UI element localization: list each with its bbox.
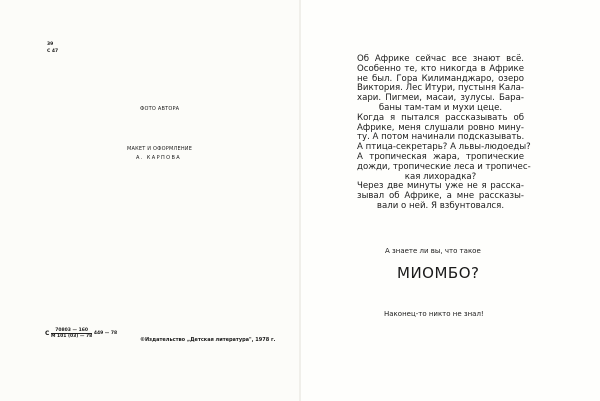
designer-name: А. КАРПОВА (136, 155, 182, 161)
closing-line: Наконец-то никто не знал! (384, 310, 484, 318)
text-line: не был. Гора Килиманджаро, озеро (357, 73, 524, 84)
text-line: ту. А потом начинали подсказывать. (357, 132, 525, 143)
udk-index: 39 (47, 42, 54, 47)
text-line: Через две минуты уже не я расска- (357, 181, 524, 192)
text-line: Африке, меня слушали ровно мину- (357, 122, 524, 133)
catalog-code (45, 328, 117, 339)
text-line: Виктория. Лес Итури, пустыня Кала- (357, 83, 524, 94)
text-line: Об Африке сейчас все знают всё. (357, 54, 524, 64)
text-line: Когда я пытался рассказывать об (357, 112, 524, 123)
intro-paragraph (357, 54, 531, 212)
text-line: А птица-секретарь? А львы-людоеды? (357, 142, 531, 153)
catalog-numerator: 70803 — 160 (51, 328, 92, 334)
text-line: кая лихорадка? (404, 171, 477, 182)
text-line: дожди, тропические леса и тропичес- (357, 161, 531, 172)
photo-credit: ФОТО АВТОРА (140, 106, 180, 112)
text-line: вали о ней. Я взбунтовался. (376, 200, 505, 211)
catalog-suffix: 449 — 78 (93, 331, 118, 336)
catalog-prefix: С (45, 330, 50, 337)
question-intro: А знаете ли вы, что такое (385, 247, 481, 255)
catalog-denominator: М 101 (03) — 78 (50, 334, 93, 339)
text-line: зывал об Африке, а мне рассказы- (357, 191, 524, 202)
headline: МИОМБО? (397, 264, 480, 282)
text-line: А тропическая жара, тропические (357, 151, 524, 162)
text-line: баны там-там и мухи цеце. (378, 102, 503, 113)
book-gutter (299, 0, 301, 401)
catalog-fraction (51, 328, 92, 339)
text-line: Особенно те, кто никогда в Африке (357, 63, 524, 74)
design-label: МАКЕТ И ОФОРМЛЕНИЕ (127, 146, 193, 152)
text-line: хари. Пигмеи, масаи, зулусы. Бара- (357, 93, 524, 104)
bbk-index: С 47 (47, 49, 59, 54)
copyright-notice: ©Издательство „Детская литература", 1978 г. (140, 337, 276, 343)
